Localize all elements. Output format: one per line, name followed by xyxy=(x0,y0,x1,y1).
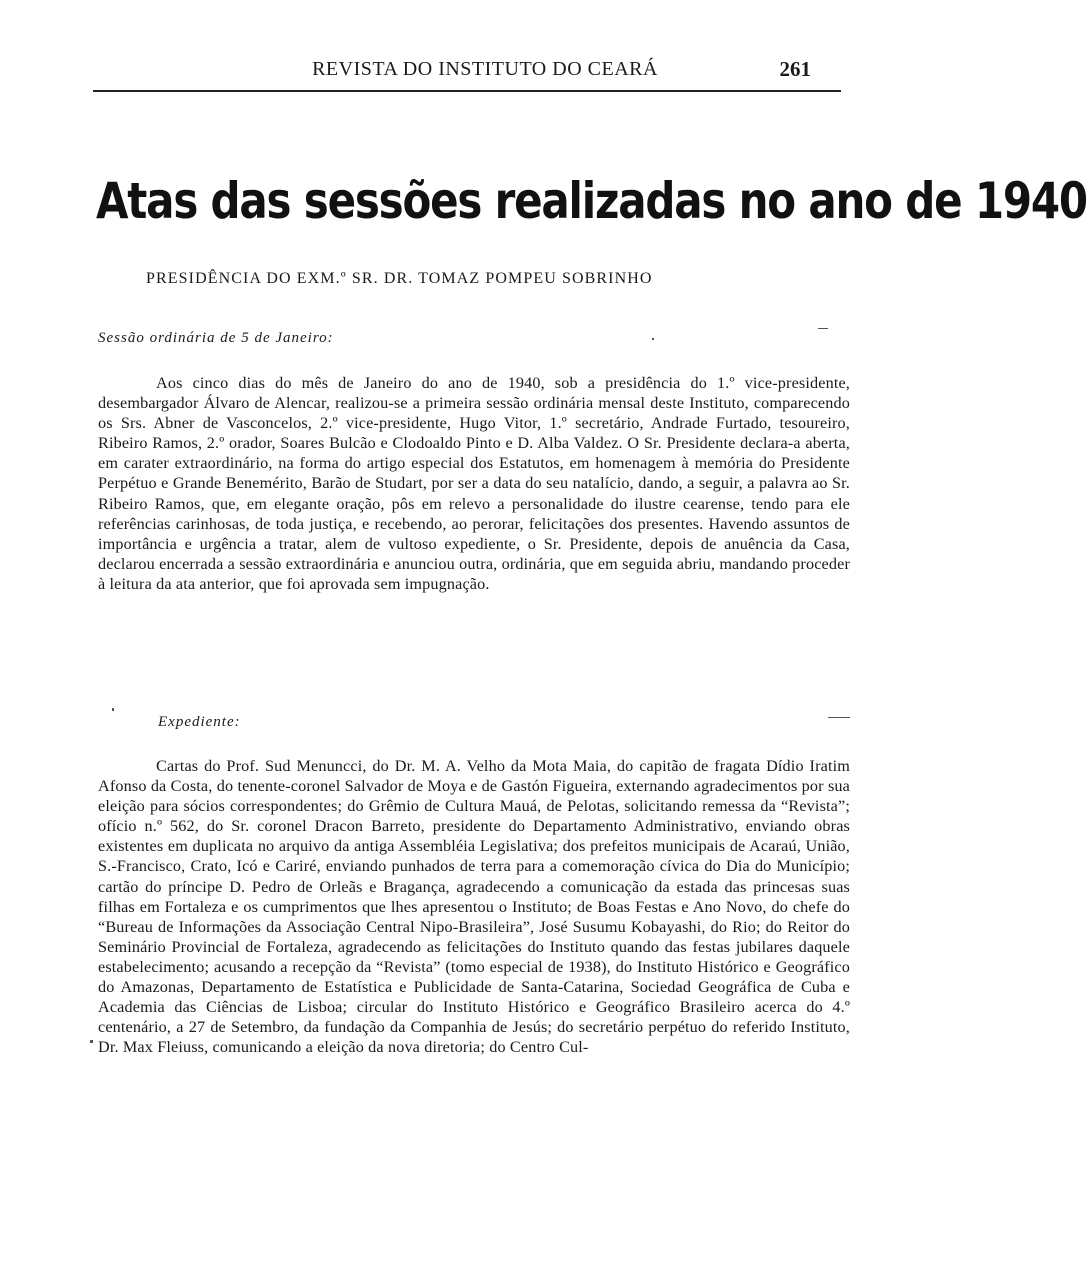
scan-artifact xyxy=(828,717,850,718)
session-heading: Sessão ordinária de 5 de Janeiro: xyxy=(98,330,334,346)
session-paragraph: Aos cinco dias do mês de Janeiro do ano de 1940, sob a presidência do 1.º vice-presidente, desembargador Álvaro de Alencar, realizou-se a primeira sessão ordinária mensal deste Instituto, comparecendo os Srs. Abner de Vasconcelos, 2.º vice-presidente, Hugo Vitor, 1.º secretário, Andrade Furtado, tesoureiro, Ribeiro Ramos, 2.º orador, Soares Bulcão e Clodoaldo Pinto e D. Alba Valdez. O Sr. Presidente declara-a aberta, em carater extraordinário, na forma do artigo especial dos Estatutos, em homenagem à memória do Presidente Perpétuo e Grande Benemérito, Barão de Studart, por ser a data do seu natalício, dando, a seguir, a palavra ao Sr. Ribeiro Ramos, que, em elegante oração, pôs em relevo a personalidade do ilustre cearense, tendo para ele referências carinhosas, de toda justiça, e recebendo, ao perorar, felicitações dos presentes. Havendo assuntos de importância e urgência a tratar, alem de vultoso expediente, o Sr. Presidente, depois de anuência da Casa, declarou encerrada a sessão extraordinária e anunciou outra, ordinária, que em seguida abriu, mandando proceder à leitura da ata anterior, que foi aprovada sem impugnação. xyxy=(98,374,850,593)
page-number: 261 xyxy=(779,57,811,81)
scan-artifact xyxy=(90,1040,93,1043)
expedient-paragraph: Cartas do Prof. Sud Menuncci, do Dr. M. A. Velho da Mota Maia, do capitão de fragata Dídio Iratim Afonso da Costa, do tenente-coronel Salvador de Moya e de Gastón Figueira, externando agradecimentos por sua eleição para sócios correspondentes; do Grêmio de Cultura Mauá, de Pelotas, solicitando remessa da “Revista”; ofício n.º 562, do Sr. coronel Dracon Barreto, presidente do Departamento Administrativo, enviando obras existentes em duplicata no arquivo da antiga Assembléia Legislativa; dos prefeitos municipais de Acaraú, União, S.-Francisco, Crato, Icó e Cariré, enviando punhados de terra para a comemoração cívica do Dia do Município; cartão do príncipe D. Pedro de Orleãs e Bragança, agradecendo a comunicação da estada das princesas suas filhas em Fortaleza e os cumprimentos que lhes apresentou o Instituto; de Boas Festas e Ano Novo, do chefe do “Bureau de Informações da Associação Central Nipo-Brasileira”, José Susumu Kobayashi, do Rio; do Reitor do Seminário Provincial de Fortaleza, agradecendo as felicitações do Instituto quando das festas jubilares daquele estabelecimento; acusando a recepção da “Revista” (tomo especial de 1938), do Instituto Histórico e Geográfico do Amazonas, Departamento de Estatística e Publicidade de Santa-Catarina, Sociedad Geográfica de Cuba e Academia das Ciências de Lisboa; circular do Instituto Histórico e Geográfico Brasileiro acerca do 4.º centenário, a 27 de Setembro, da fundação da Companhia de Jesús; do secretário perpétuo do referido Instituto, Dr. Max Fleiuss, comunicando a eleição da nova diretoria; do Centro Cul- xyxy=(98,757,850,1057)
scan-artifact xyxy=(652,338,654,340)
expedient-heading: Expediente: xyxy=(158,714,241,730)
journal-title: REVISTA DO INSTITUTO DO CEARÁ xyxy=(312,58,658,80)
running-head xyxy=(93,54,841,92)
presidency-line: PRESIDÊNCIA DO EXM.º SR. DR. TOMAZ POMPEU SOBRINHO xyxy=(146,270,653,287)
scan-artifact xyxy=(818,328,828,329)
article-title: Atas das sessões realizadas no ano de 1940 xyxy=(96,172,1087,230)
scan-artifact xyxy=(112,708,114,711)
